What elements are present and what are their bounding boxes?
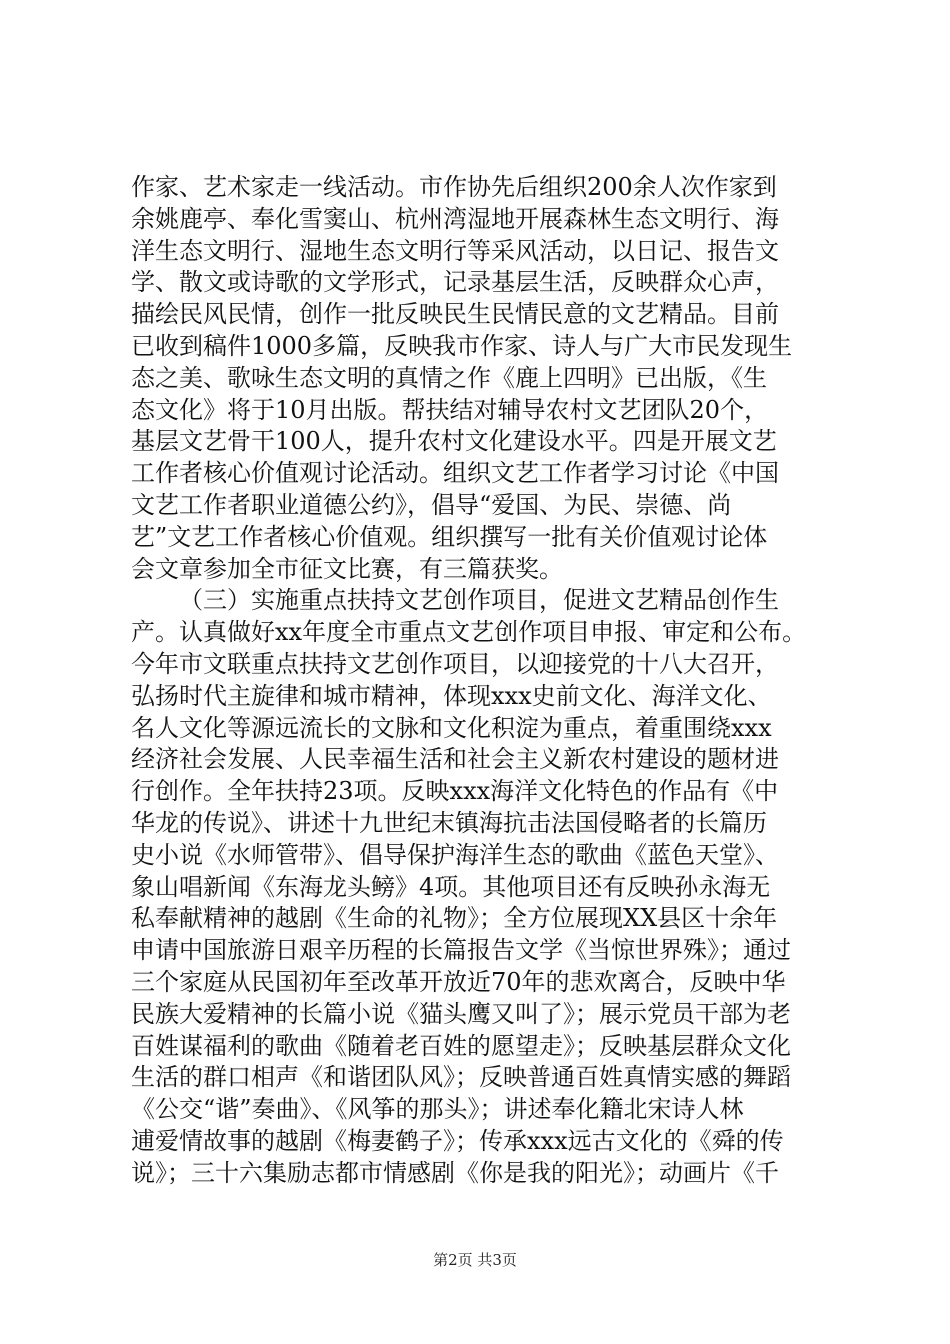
text-line: 百姓谋福利的歌曲《随着老百姓的愿望走》；反映基层群众文化 <box>131 1031 791 1060</box>
text-line: 弘扬时代主旋律和城市精神，体现xxx史前文化、海洋文化、 <box>131 681 772 710</box>
document-body <box>131 172 831 1190</box>
text-line: 经济社会发展、人民幸福生活和社会主义新农村建设的题材进 <box>131 745 779 774</box>
text-line: 基层文艺骨干100人，提升农村文化建设水平。四是开展文艺 <box>131 427 777 456</box>
text-line: 名人文化等源远流长的文脉和文化积淀为重点，着重围绕xxx <box>131 713 772 742</box>
text-line: 逋爱情故事的越剧《梅妻鹤子》；传承xxx远古文化的《舜的传 <box>131 1126 784 1155</box>
section-heading-line: （三）实施重点扶持文艺创作项目，促进文艺精品创作生 <box>179 586 779 615</box>
text-line: 态文化》将于10月出版。帮扶结对辅导农村文艺团队20个， <box>131 395 769 424</box>
text-line: 学、散文或诗歌的文学形式，记录基层生活，反映群众心声， <box>131 268 779 297</box>
text-line: 态之美、歌咏生态文明的真情之作《鹿上四明》已出版，《生 <box>131 363 767 392</box>
text-line: 洋生态文明行、湿地生态文明行等采风活动，以日记、报告文 <box>131 236 779 265</box>
text-line: 申请中国旅游日艰辛历程的长篇报告文学《当惊世界殊》；通过 <box>131 936 791 965</box>
text-line: 作家、艺术家走一线活动。市作协先后组织200余人次作家到 <box>131 173 777 201</box>
text-line: 行创作。全年扶持23项。反映xxx海洋文化特色的作品有《中 <box>131 777 779 806</box>
text-line: 三个家庭从民国初年至改革开放近70年的悲欢离合，反映中华 <box>131 967 786 996</box>
page-number-footer: 第2页 共3页 <box>433 1251 517 1269</box>
text-line: 工作者核心价值观讨论活动。组织文艺工作者学习讨论《中国 <box>131 459 779 488</box>
text-line: 象山唱新闻《东海龙头鳑》4项。其他项目还有反映孙永海无 <box>131 872 771 901</box>
text-line: 私奉献精神的越剧《生命的礼物》；全方位展现XX县区十余年 <box>131 904 778 933</box>
text-line: 民族大爱精神的长篇小说《猫头鹰又叫了》；展示党员干部为老 <box>131 999 791 1028</box>
text-line: 会文章参加全市征文比赛，有三篇获奖。 <box>131 554 563 583</box>
text-line: 描绘民风民情，创作一批反映民生民情民意的文艺精品。目前 <box>131 300 779 329</box>
text-line: 今年市文联重点扶持文艺创作项目，以迎接党的十八大召开， <box>131 649 779 678</box>
text-line: 文艺工作者职业道德公约》，倡导“爱国、为民、崇德、尚 <box>131 490 732 519</box>
text-line: 艺”文艺工作者核心价值观。组织撰写一批有关价值观讨论体 <box>131 522 768 551</box>
text-line: 已收到稿件1000多篇，反映我市作家、诗人与广大市民发现生 <box>131 331 793 360</box>
text-line: 史小说《水师管带》、倡导保护海洋生态的歌曲《蓝色天堂》、 <box>131 840 779 869</box>
text-line: 余姚鹿亭、奉化雪窦山、杭州湾湿地开展森林生态文明行、海 <box>131 204 779 233</box>
text-line: 《公交“谐”奏曲》、《风筝的那头》；讲述奉化籍北宋诗人林 <box>131 1095 744 1124</box>
text-line: 产。认真做好xx年度全市重点文艺创作项目申报、审定和公布。 <box>131 618 807 647</box>
text-line: 生活的群口相声《和谐团队风》；反映普通百姓真情实感的舞蹈 <box>131 1063 791 1092</box>
text-line: 华龙的传说》、讲述十九世纪末镇海抗击法国侵略者的长篇历 <box>131 808 767 837</box>
text-line: 说》；三十六集励志都市情感剧《你是我的阳光》；动画片《千 <box>131 1158 779 1187</box>
